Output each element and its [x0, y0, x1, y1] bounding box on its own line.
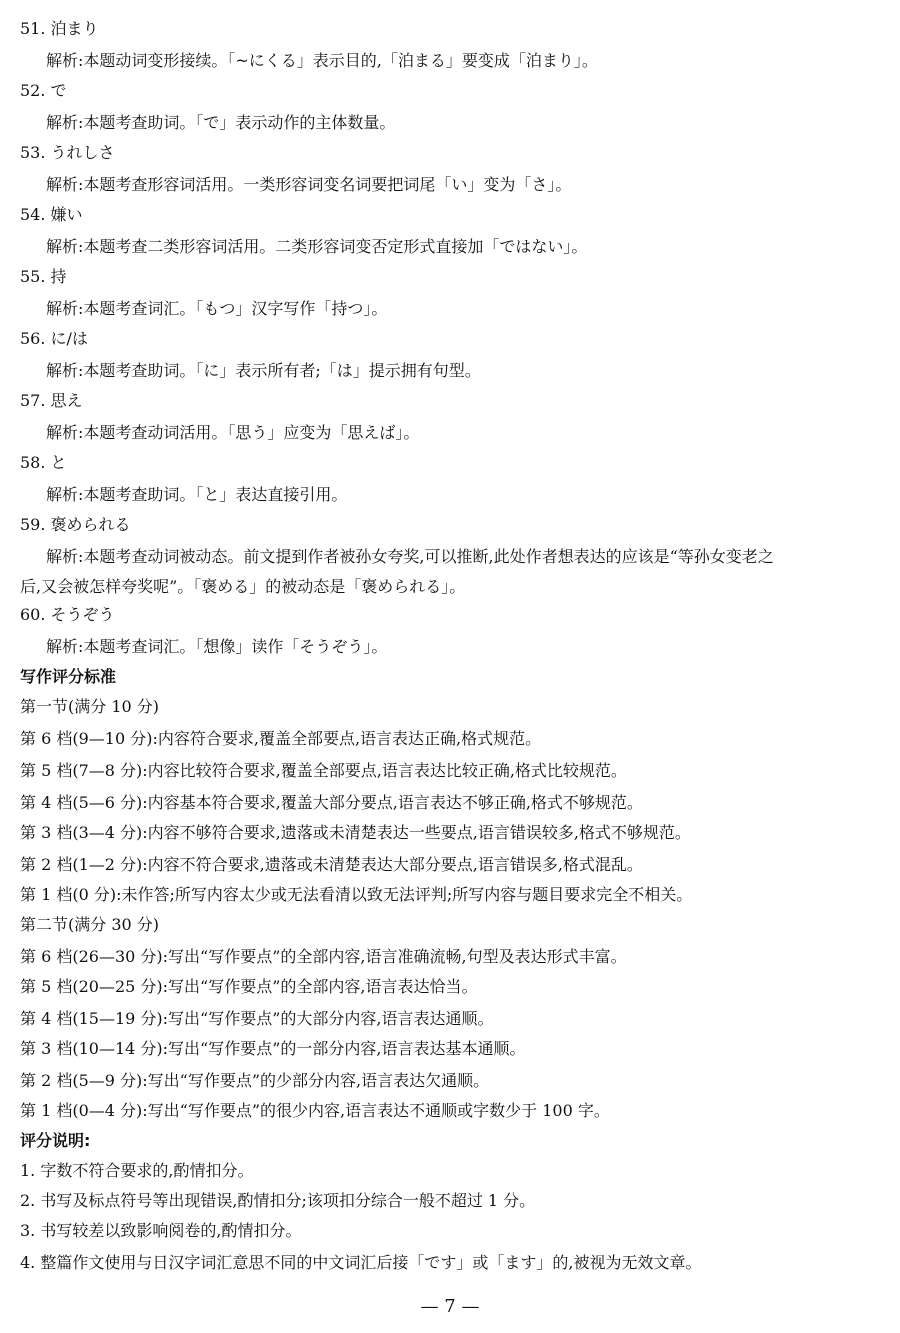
section2-grade-3: 第 3 档(10—14 分):写出“写作要点”的一部分内容,语言表达基本通顺。 — [20, 1039, 526, 1058]
explanation-53: 解析:本题考查形容词活用。一类形容词变名词要把词尾「い」变为「さ」。 — [46, 175, 572, 194]
section2-grade-4: 第 4 档(15—19 分):写出“写作要点”的大部分内容,语言表达通顺。 — [20, 1009, 494, 1028]
note-2: 2. 书写及标点符号等出现错误,酌情扣分;该项扣分综合一般不超过 1 分。 — [20, 1191, 536, 1210]
explanation-52: 解析:本题考查助词。「で」表示动作的主体数量。 — [46, 113, 396, 132]
answer-53: 53. うれしさ — [20, 143, 115, 162]
explanation-51: 解析:本题动词变形接续。「~にくる」表示目的,「泊まる」要变成「泊まり」。 — [46, 51, 598, 70]
answer-56: 56. に/は — [20, 329, 88, 348]
answer-51: 51. 泊まり — [20, 19, 99, 38]
answer-59: 59. 褒められる — [20, 515, 131, 534]
explanation-55: 解析:本题考查词汇。「もつ」汉字写作「持つ」。 — [46, 299, 388, 318]
answer-58: 58. と — [20, 453, 67, 472]
answer-55: 55. 持 — [20, 267, 67, 286]
explanation-59: 解析:本题考查动词被动态。前文提到作者被孙女夸奖,可以推断,此处作者想表达的应该是“等孙女变老之 — [46, 547, 774, 566]
section1-grade-3: 第 3 档(3—4 分):内容不够符合要求,遗落或未清楚表达一些要点,语言错误较多,格式不够规范。 — [20, 823, 691, 842]
answer-52: 52. で — [20, 81, 67, 100]
section1-title: 第一节(满分 10 分) — [20, 697, 160, 716]
explanation-54: 解析:本题考查二类形容词活用。二类形容词变否定形式直接加「ではない」。 — [46, 237, 588, 256]
section2-grade-5: 第 5 档(20—25 分):写出“写作要点”的全部内容,语言表达恰当。 — [20, 977, 478, 996]
notes-title: 评分说明: — [20, 1131, 91, 1150]
section2-grade-2: 第 2 档(5—9 分):写出“写作要点”的少部分内容,语言表达欠通顺。 — [20, 1071, 490, 1090]
note-3: 3. 书写较差以致影响阅卷的,酌情扣分。 — [20, 1221, 302, 1240]
section2-title: 第二节(满分 30 分) — [20, 915, 160, 934]
explanation-60: 解析:本题考查词汇。「想像」读作「そうぞう」。 — [46, 637, 388, 656]
page-number: — 7 — — [420, 1296, 480, 1317]
writing-title: 写作评分标准 — [20, 667, 117, 686]
section2-grade-6: 第 6 档(26—30 分):写出“写作要点”的全部内容,语言准确流畅,句型及表达形式丰富。 — [20, 947, 627, 966]
answer-54: 54. 嫌い — [20, 205, 83, 224]
answer-60: 60. そうぞう — [20, 605, 115, 624]
section1-grade-2: 第 2 档(1—2 分):内容不符合要求,遗落或未清楚表达大部分要点,语言错误多,格式混乱。 — [20, 855, 643, 874]
explanation-59-cont: 后,又会被怎样夸奖呢”。「褒める」的被动态是「褒められる」。 — [20, 577, 466, 596]
section1-grade-5: 第 5 档(7—8 分):内容比较符合要求,覆盖全部要点,语言表达比较正确,格式比较规范。 — [20, 761, 627, 780]
section2-grade-1: 第 1 档(0—4 分):写出“写作要点”的很少内容,语言表达不通顺或字数少于 100 字。 — [20, 1101, 610, 1120]
explanation-58: 解析:本题考查助词。「と」表达直接引用。 — [46, 485, 348, 504]
section1-grade-6: 第 6 档(9—10 分):内容符合要求,覆盖全部要点,语言表达正确,格式规范。 — [20, 729, 542, 748]
note-4: 4. 整篇作文使用与日汉字词汇意思不同的中文词汇后接「です」或「ます」的,被视为无效文章。 — [20, 1253, 702, 1272]
explanation-56: 解析:本题考查助词。「に」表示所有者;「は」提示拥有句型。 — [46, 361, 481, 380]
note-1: 1. 字数不符合要求的,酌情扣分。 — [20, 1161, 254, 1180]
section1-grade-1: 第 1 档(0 分):未作答;所写内容太少或无法看清以致无法评判;所写内容与题目要求完全不相关。 — [20, 885, 693, 904]
section1-grade-4: 第 4 档(5—6 分):内容基本符合要求,覆盖大部分要点,语言表达不够正确,格式不够规范。 — [20, 793, 643, 812]
explanation-57: 解析:本题考查动词活用。「思う」应变为「思えば」。 — [46, 423, 420, 442]
answer-57: 57. 思え — [20, 391, 83, 410]
